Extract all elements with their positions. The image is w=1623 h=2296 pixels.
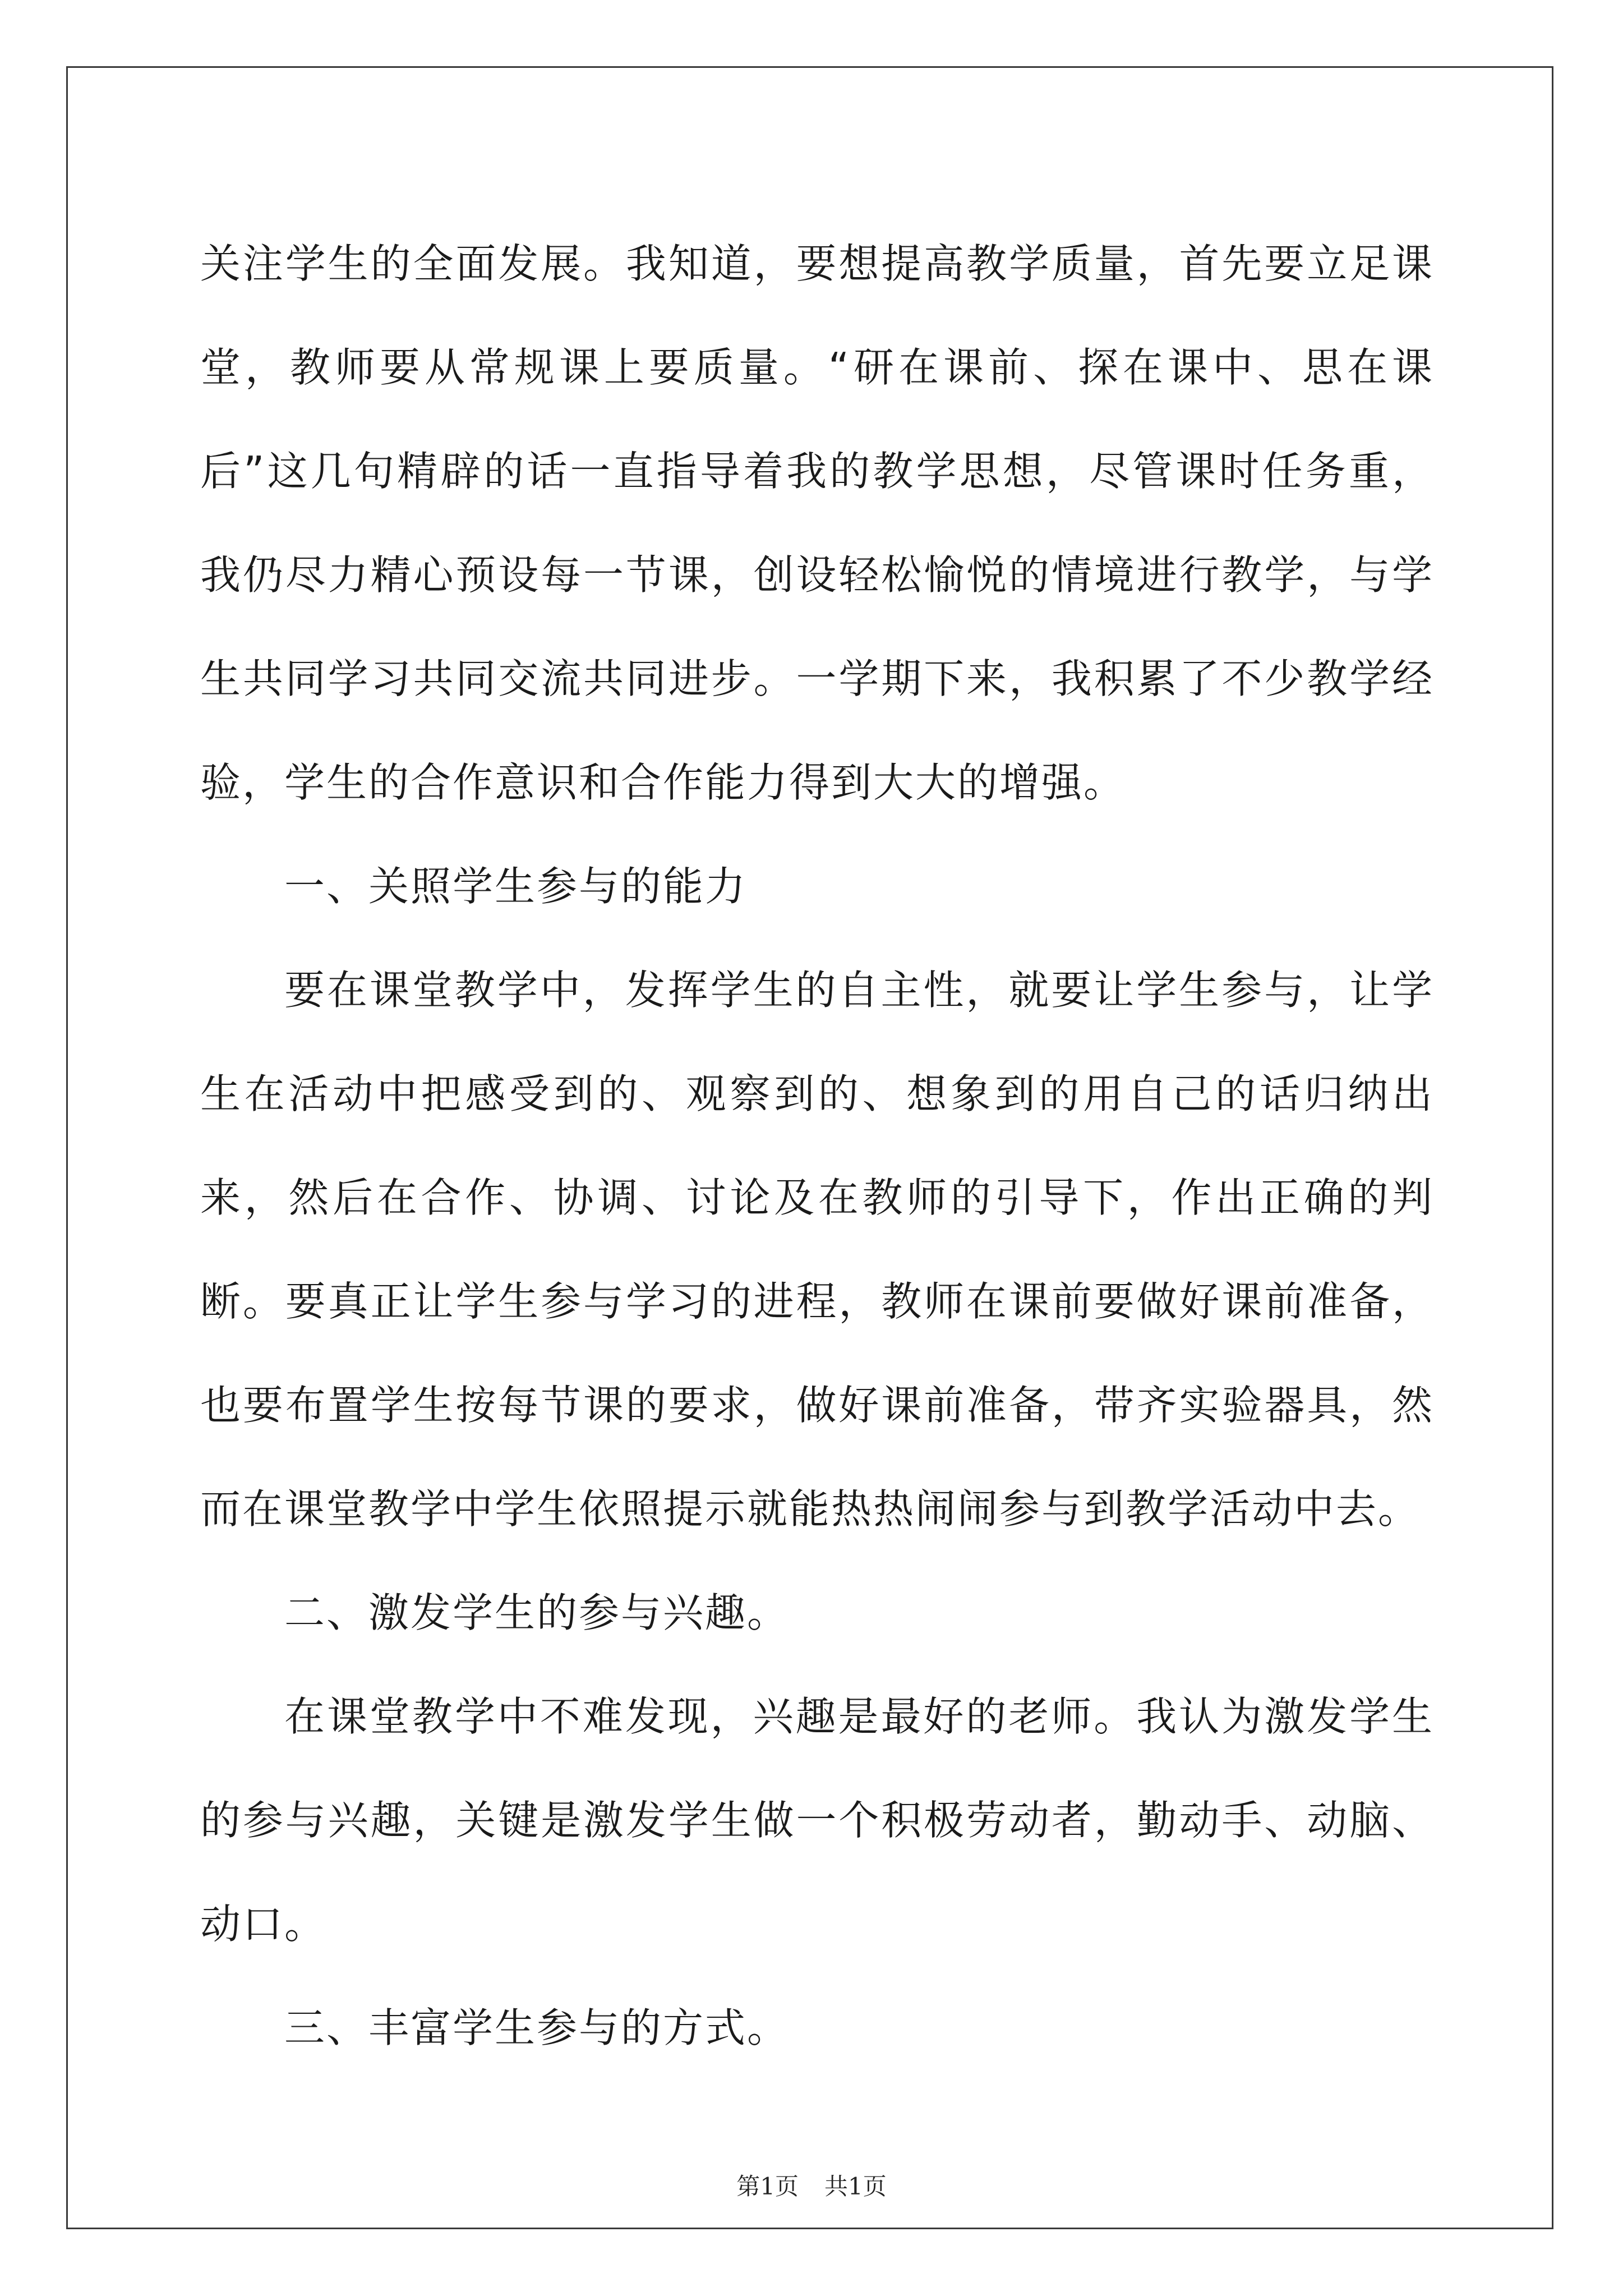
page-footer: [0, 2168, 1623, 2202]
page-number-total: 共1页: [824, 2173, 887, 2200]
paragraph-intro: 关注学生的全面发展。我知道，要想提高教学质量，首先要立足课堂，教师要从常规课上要质量。“研在课前、探在课中、思在课后”这几句精辟的话一直指导着我的教学思想，尽管课时任务重，我仍尽力精心预设每一节课，创设轻松愉悦的情境进行教学，与学生共同学习共同交流共同进步。一学期下来，我积累了不少教学经验，学生的合作意识和合作能力得到大大的增强。: [200, 240, 1434, 806]
document-body: [200, 212, 1434, 2080]
heading-section-1: 一、关照学生参与的能力: [284, 863, 748, 910]
paragraph-section-1: 要在课堂教学中，发挥学生的自主性，就要让学生参与，让学生在活动中把感受到的、观察到的、想象到的用自己的话归纳出来，然后在合作、协调、讨论及在教师的引导下，作出正确的判断。要真正让学生参与学习的进程，教师在课前要做好课前准备，也要布置学生按每节课的要求，做好课前准备，带齐实验器具，然而在课堂教学中学生依照提示就能热热闹闹参与到教学活动中去。: [200, 967, 1434, 1533]
heading-section-3: 三、丰富学生参与的方式。: [284, 2004, 790, 2051]
page-number-current: 第1页: [736, 2173, 799, 2200]
paragraph-section-2: 在课堂教学中不难发现，兴趣是最好的老师。我认为激发学生的参与兴趣，关键是激发学生做一个积极劳动者，勤动手、动脑、动口。: [200, 1693, 1434, 1948]
heading-section-2: 二、激发学生的参与兴趣。: [284, 1589, 790, 1636]
